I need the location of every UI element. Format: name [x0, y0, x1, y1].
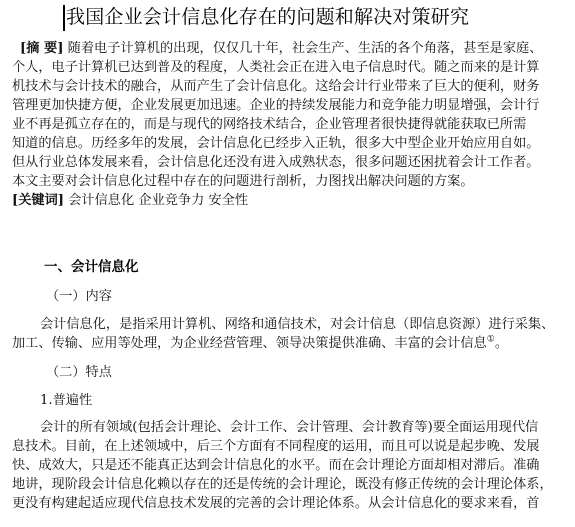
- subsection-heading: （二）特点: [46, 365, 112, 380]
- paragraph-line: 地讲，现阶段会计信息化赖以存在的还是传统的会计理论，既没有修正传统的会计理论体系，: [12, 477, 553, 492]
- abstract-line: 但从行业总体发展来看，会计信息化还没有进入成熟状态，很多问题还困扰着会计工作者。: [12, 155, 540, 170]
- keywords-tag: [关键词]: [12, 193, 65, 208]
- abstract-line: 业不再是孤立存在的，而是与现代的网络技术结合，企业管理者很快捷得就能获取已所需: [12, 117, 527, 132]
- abstract-line: [12, 40, 572, 59]
- subsection-heading: （一）内容: [46, 289, 112, 304]
- paragraph-line-text: 加工、传输、应用等处理，为企业经营管理、领导决策提供准确、丰富的会计信息: [12, 336, 487, 351]
- paragraph-line: 会计信息化，是指采用计算机、网络和通信技术，对会计信息（即信息资源）进行采集、: [40, 317, 555, 332]
- keywords-line: [12, 192, 572, 211]
- paragraph-line: 会计的所有领域(包括会计理论、会计工作、会计管理、会计教育等)要全面运用现代信: [40, 420, 539, 435]
- document-title: 我国企业会计信息化存在的问题和解决对策研究: [66, 6, 470, 28]
- abstract-tag: [摘 要]: [20, 41, 64, 56]
- paragraph-line: 更没有构建起适应现代信息技术发展的完善的会计理论体系。从会计信息化的要求来看，首: [12, 496, 540, 511]
- paragraph-line: 息技术。目前，在上述领域中，后三个方面有不同程度的运用，而且可以说是起步晚、发展: [12, 439, 540, 454]
- footnote-marker[interactable]: ①: [486, 334, 495, 345]
- abstract-line: 个人，电子计算机已达到普及的程度，人类社会正在进入电子信息时代。随之而来的是计算: [12, 60, 540, 75]
- abstract-line: 管理更加快捷方便，企业发展更加迅速。企业的持续发展能力和竞争能力明显增强，会计行: [12, 98, 540, 113]
- paragraph-line: 快、成效大，只是还不能真正达到会计信息化的水平。而在会计理论方面却相对滞后。准确: [12, 458, 540, 473]
- abstract-line: 机技术与会计技术的融合，从而产生了会计信息化。这给会计行业带来了巨大的便利，财务: [12, 79, 540, 94]
- keywords-text: 会计信息化 企业竞争力 安全性: [68, 193, 249, 208]
- abstract-line: 知道的信息。历经多年的发展，会计信息化已经步入正轨，很多大中型企业开始应用自如。: [12, 136, 540, 151]
- text-cursor: [63, 5, 65, 31]
- item-heading: 1.普遍性: [40, 393, 93, 408]
- paragraph-line: [12, 335, 572, 354]
- abstract-line-text: 随着电子计算机的出现，仅仅几十年，社会生产、生活的各个角落，甚至是家庭、: [67, 41, 543, 56]
- section-heading: 一、会计信息化: [44, 259, 139, 275]
- paragraph-end: 。: [494, 336, 509, 351]
- abstract-line: 本文主要对会计信息化过程中存在的问题进行剖析，力图找出解决问题的方案。: [12, 174, 474, 189]
